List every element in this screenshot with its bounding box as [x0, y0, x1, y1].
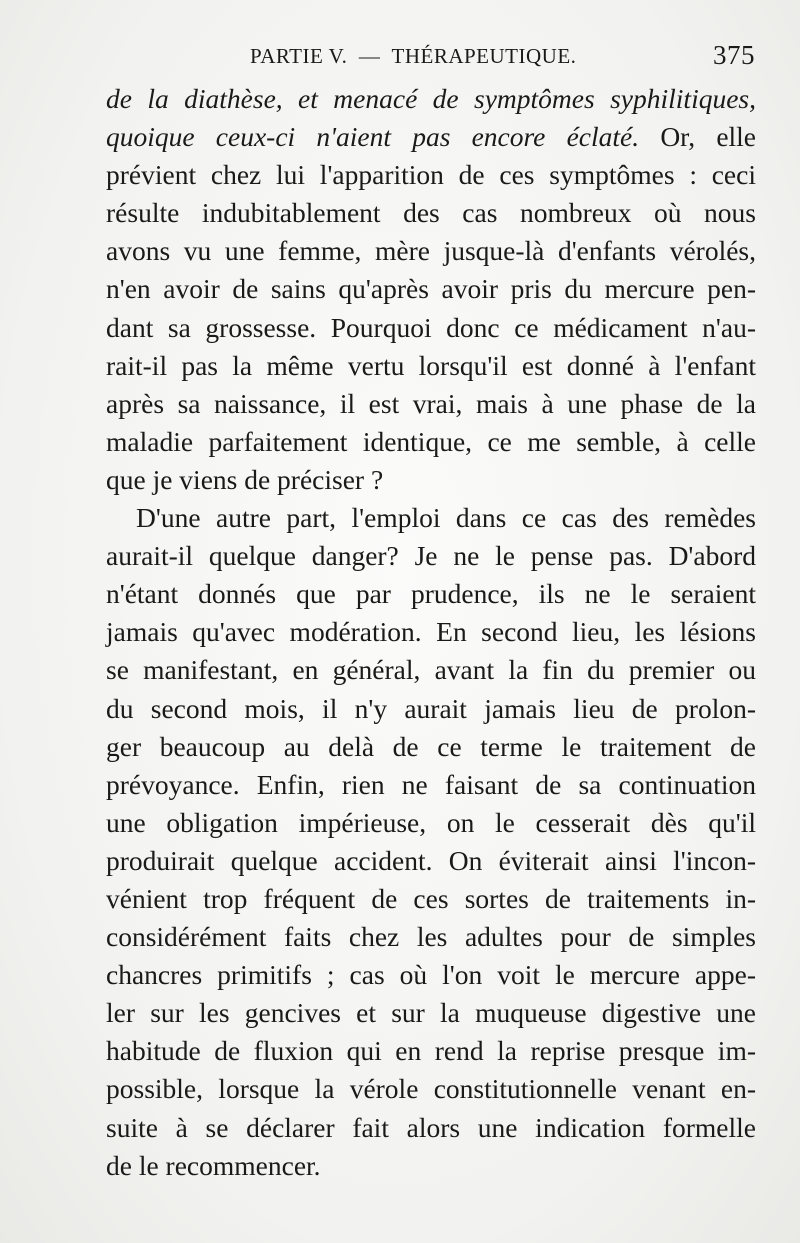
text-line [106, 118, 756, 156]
text-line: une obligation impérieuse, on le cesserait dès qu'il [106, 806, 756, 838]
running-head [250, 40, 755, 74]
text-line: n'en avoir de sains qu'après avoir pris du mercure pen- [106, 273, 756, 305]
text-line: ger beaucoup au delà de ce terme le traitement de [106, 730, 756, 762]
text-line: après sa naissance, il est vrai, mais à une phase de la [106, 387, 756, 419]
italic-text: quoique ceux-ci n'aient pas encore éclaté. [106, 121, 640, 153]
text-line: de le recommencer. [106, 1149, 321, 1181]
text-line: avons vu une femme, mère jusque-là d'enfants vérolés, [106, 235, 756, 267]
text-line: D'une autre part, l'emploi dans ce cas des remèdes [136, 502, 756, 534]
page-number: 375 [713, 40, 755, 70]
text-line: du second mois, il n'y aurait jamais lieu de prolon- [106, 692, 756, 724]
text-line: prévient chez lui l'apparition de ces symptômes : ceci [106, 159, 756, 191]
text-line: possible, lorsque la vérole constitutionnelle venant en- [106, 1073, 756, 1105]
text-line: jamais qu'avec modération. En second lieu, les lésions [106, 616, 756, 648]
text-line: résulte indubitablement des cas nombreux où nous [106, 197, 756, 229]
text-line: chancres primitifs ; cas où l'on voit le mercure appe- [106, 959, 756, 991]
text-line: ler sur les gencives et sur la muqueuse digestive une [106, 997, 756, 1029]
text-line: produirait quelque accident. On éviterait ainsi l'incon- [106, 844, 756, 876]
text-line: prévoyance. Enfin, rien ne faisant de sa continuation [106, 768, 756, 800]
text-line: considérément faits chez les adultes pour de simples [106, 921, 756, 953]
text-line: maladie parfaitement identique, ce me semble, à celle [106, 425, 756, 457]
text-line: se manifestant, en général, avant la fin du premier ou [106, 654, 756, 686]
text-line: aurait-il quelque danger? Je ne le pense pas. D'abord [106, 540, 756, 572]
body-text [106, 80, 756, 1185]
text-line: que je viens de préciser ? [106, 463, 384, 495]
text-line: habitude de fluxion qui en rend la reprise presque im- [106, 1035, 756, 1067]
text-line: dant sa grossesse. Pourquoi donc ce médicament n'au- [106, 311, 756, 343]
text-line: vénient trop fréquent de ces sortes de traitements in- [106, 882, 756, 914]
text-line: de la diathèse, et menacé de symptômes syphilitiques, [106, 83, 756, 114]
running-head-title: PARTIE V. — THÉRAPEUTIQUE. [250, 44, 577, 68]
roman-text: Or, elle [639, 121, 757, 153]
text-line: rait-il pas la même vertu lorsqu'il est donné à l'enfant [106, 349, 756, 381]
text-line: n'étant donnés que par prudence, ils ne le seraient [106, 578, 756, 610]
text-line: suite à se déclarer fait alors une indication formelle [106, 1111, 756, 1143]
